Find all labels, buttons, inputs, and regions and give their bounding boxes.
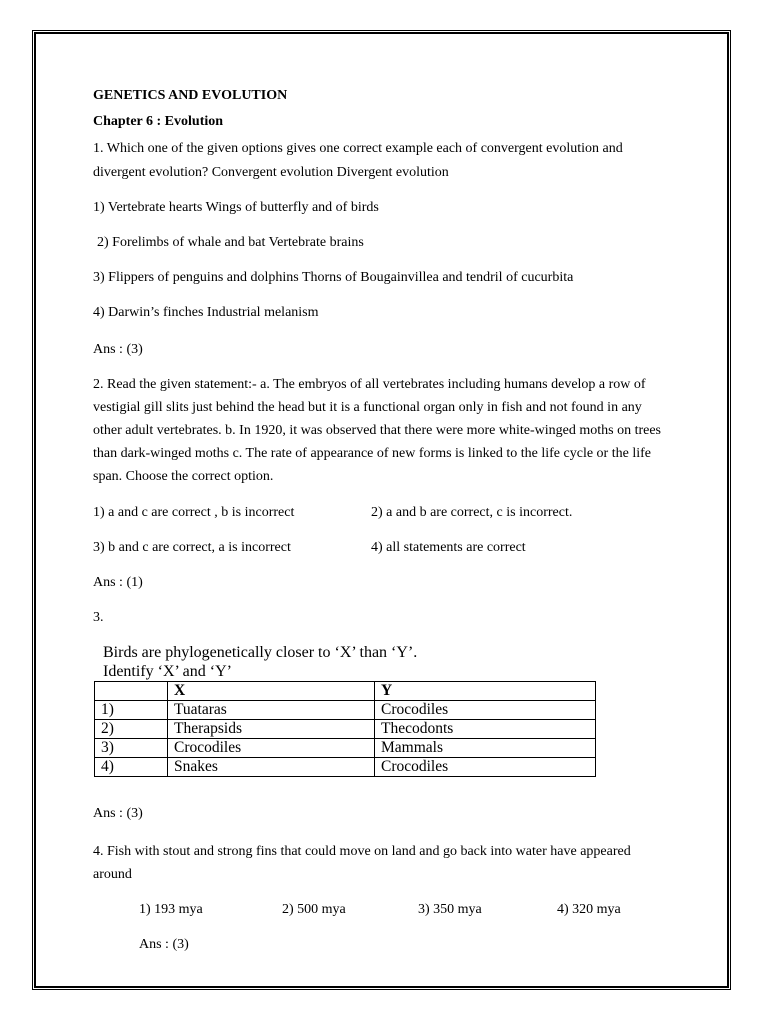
q1-answer: Ans : (3) bbox=[93, 342, 143, 357]
q2-option-3: 3) b and c are correct, a is incorrect bbox=[93, 540, 291, 555]
table-row bbox=[95, 701, 596, 720]
q1-option-4: 4) Darwin’s finches Industrial melanism bbox=[93, 305, 319, 320]
table-cell: 4) bbox=[95, 758, 168, 777]
q2-text-line1: 2. Read the given statement:- a. The embryos of all vertebrates including humans develop a row of bbox=[93, 377, 646, 392]
table-cell: 1) bbox=[95, 701, 168, 720]
table-row bbox=[95, 720, 596, 739]
q2-option-1: 1) a and c are correct , b is incorrect bbox=[93, 505, 295, 520]
q4-option-4: 4) 320 mya bbox=[557, 902, 621, 917]
q2-answer: Ans : (1) bbox=[93, 575, 143, 590]
q4-text-line1: 4. Fish with stout and strong fins that could move on land and go back into water have appeared bbox=[93, 844, 631, 859]
table-cell: Therapsids bbox=[168, 720, 375, 739]
q3-table bbox=[94, 681, 596, 777]
q3-answer: Ans : (3) bbox=[93, 806, 143, 821]
table-header-cell: Y bbox=[375, 682, 596, 701]
table-cell: Snakes bbox=[168, 758, 375, 777]
q4-option-3: 3) 350 mya bbox=[418, 902, 482, 917]
chapter-title: Chapter 6 : Evolution bbox=[93, 114, 224, 129]
table-cell: 2) bbox=[95, 720, 168, 739]
table-cell: Crocodiles bbox=[375, 758, 596, 777]
table-cell: Crocodiles bbox=[375, 701, 596, 720]
q1-text-line1: 1. Which one of the given options gives one correct example each of convergent evolution and bbox=[93, 141, 623, 156]
table-row bbox=[95, 758, 596, 777]
q4-answer: Ans : (3) bbox=[139, 937, 189, 952]
table-cell: Thecodonts bbox=[375, 720, 596, 739]
q4-option-1: 1) 193 mya bbox=[139, 902, 203, 917]
q4-text-line2: around bbox=[93, 867, 132, 882]
table-header-cell bbox=[95, 682, 168, 701]
q3-caption-line1: Birds are phylogenetically closer to ‘X’ than ‘Y’. bbox=[103, 644, 418, 661]
q3-number: 3. bbox=[93, 610, 104, 625]
table-row bbox=[95, 739, 596, 758]
q4-option-2: 2) 500 mya bbox=[282, 902, 346, 917]
q1-text-line2: divergent evolution? Convergent evolution Divergent evolution bbox=[93, 165, 449, 180]
q2-option-2: 2) a and b are correct, c is incorrect. bbox=[371, 505, 573, 520]
table-header-cell: X bbox=[168, 682, 375, 701]
table-cell: Crocodiles bbox=[168, 739, 375, 758]
q2-text-line2: vestigial gill slits just behind the head but it is a functional organ only in fish and not found in any bbox=[93, 400, 642, 415]
document-heading: GENETICS AND EVOLUTION bbox=[93, 88, 288, 103]
q2-text-line4: than dark-winged moths c. The rate of appearance of new forms is linked to the life cycle or the life bbox=[93, 446, 651, 461]
table-cell: Mammals bbox=[375, 739, 596, 758]
q2-option-4: 4) all statements are correct bbox=[371, 540, 526, 555]
table-cell: 3) bbox=[95, 739, 168, 758]
q1-option-2: 2) Forelimbs of whale and bat Vertebrate brains bbox=[97, 235, 364, 250]
table-cell: Tuataras bbox=[168, 701, 375, 720]
table-header-row bbox=[95, 682, 596, 701]
q2-text-line5: span. Choose the correct option. bbox=[93, 469, 274, 484]
q1-option-3: 3) Flippers of penguins and dolphins Thorns of Bougainvillea and tendril of cucurbita bbox=[93, 270, 574, 285]
q2-text-line3: other adult vertebrates. b. In 1920, it was observed that there were more white-winged moths on trees bbox=[93, 423, 661, 438]
q3-caption-line2: Identify ‘X’ and ‘Y’ bbox=[103, 663, 232, 680]
q1-option-1: 1) Vertebrate hearts Wings of butterfly and of birds bbox=[93, 200, 379, 215]
